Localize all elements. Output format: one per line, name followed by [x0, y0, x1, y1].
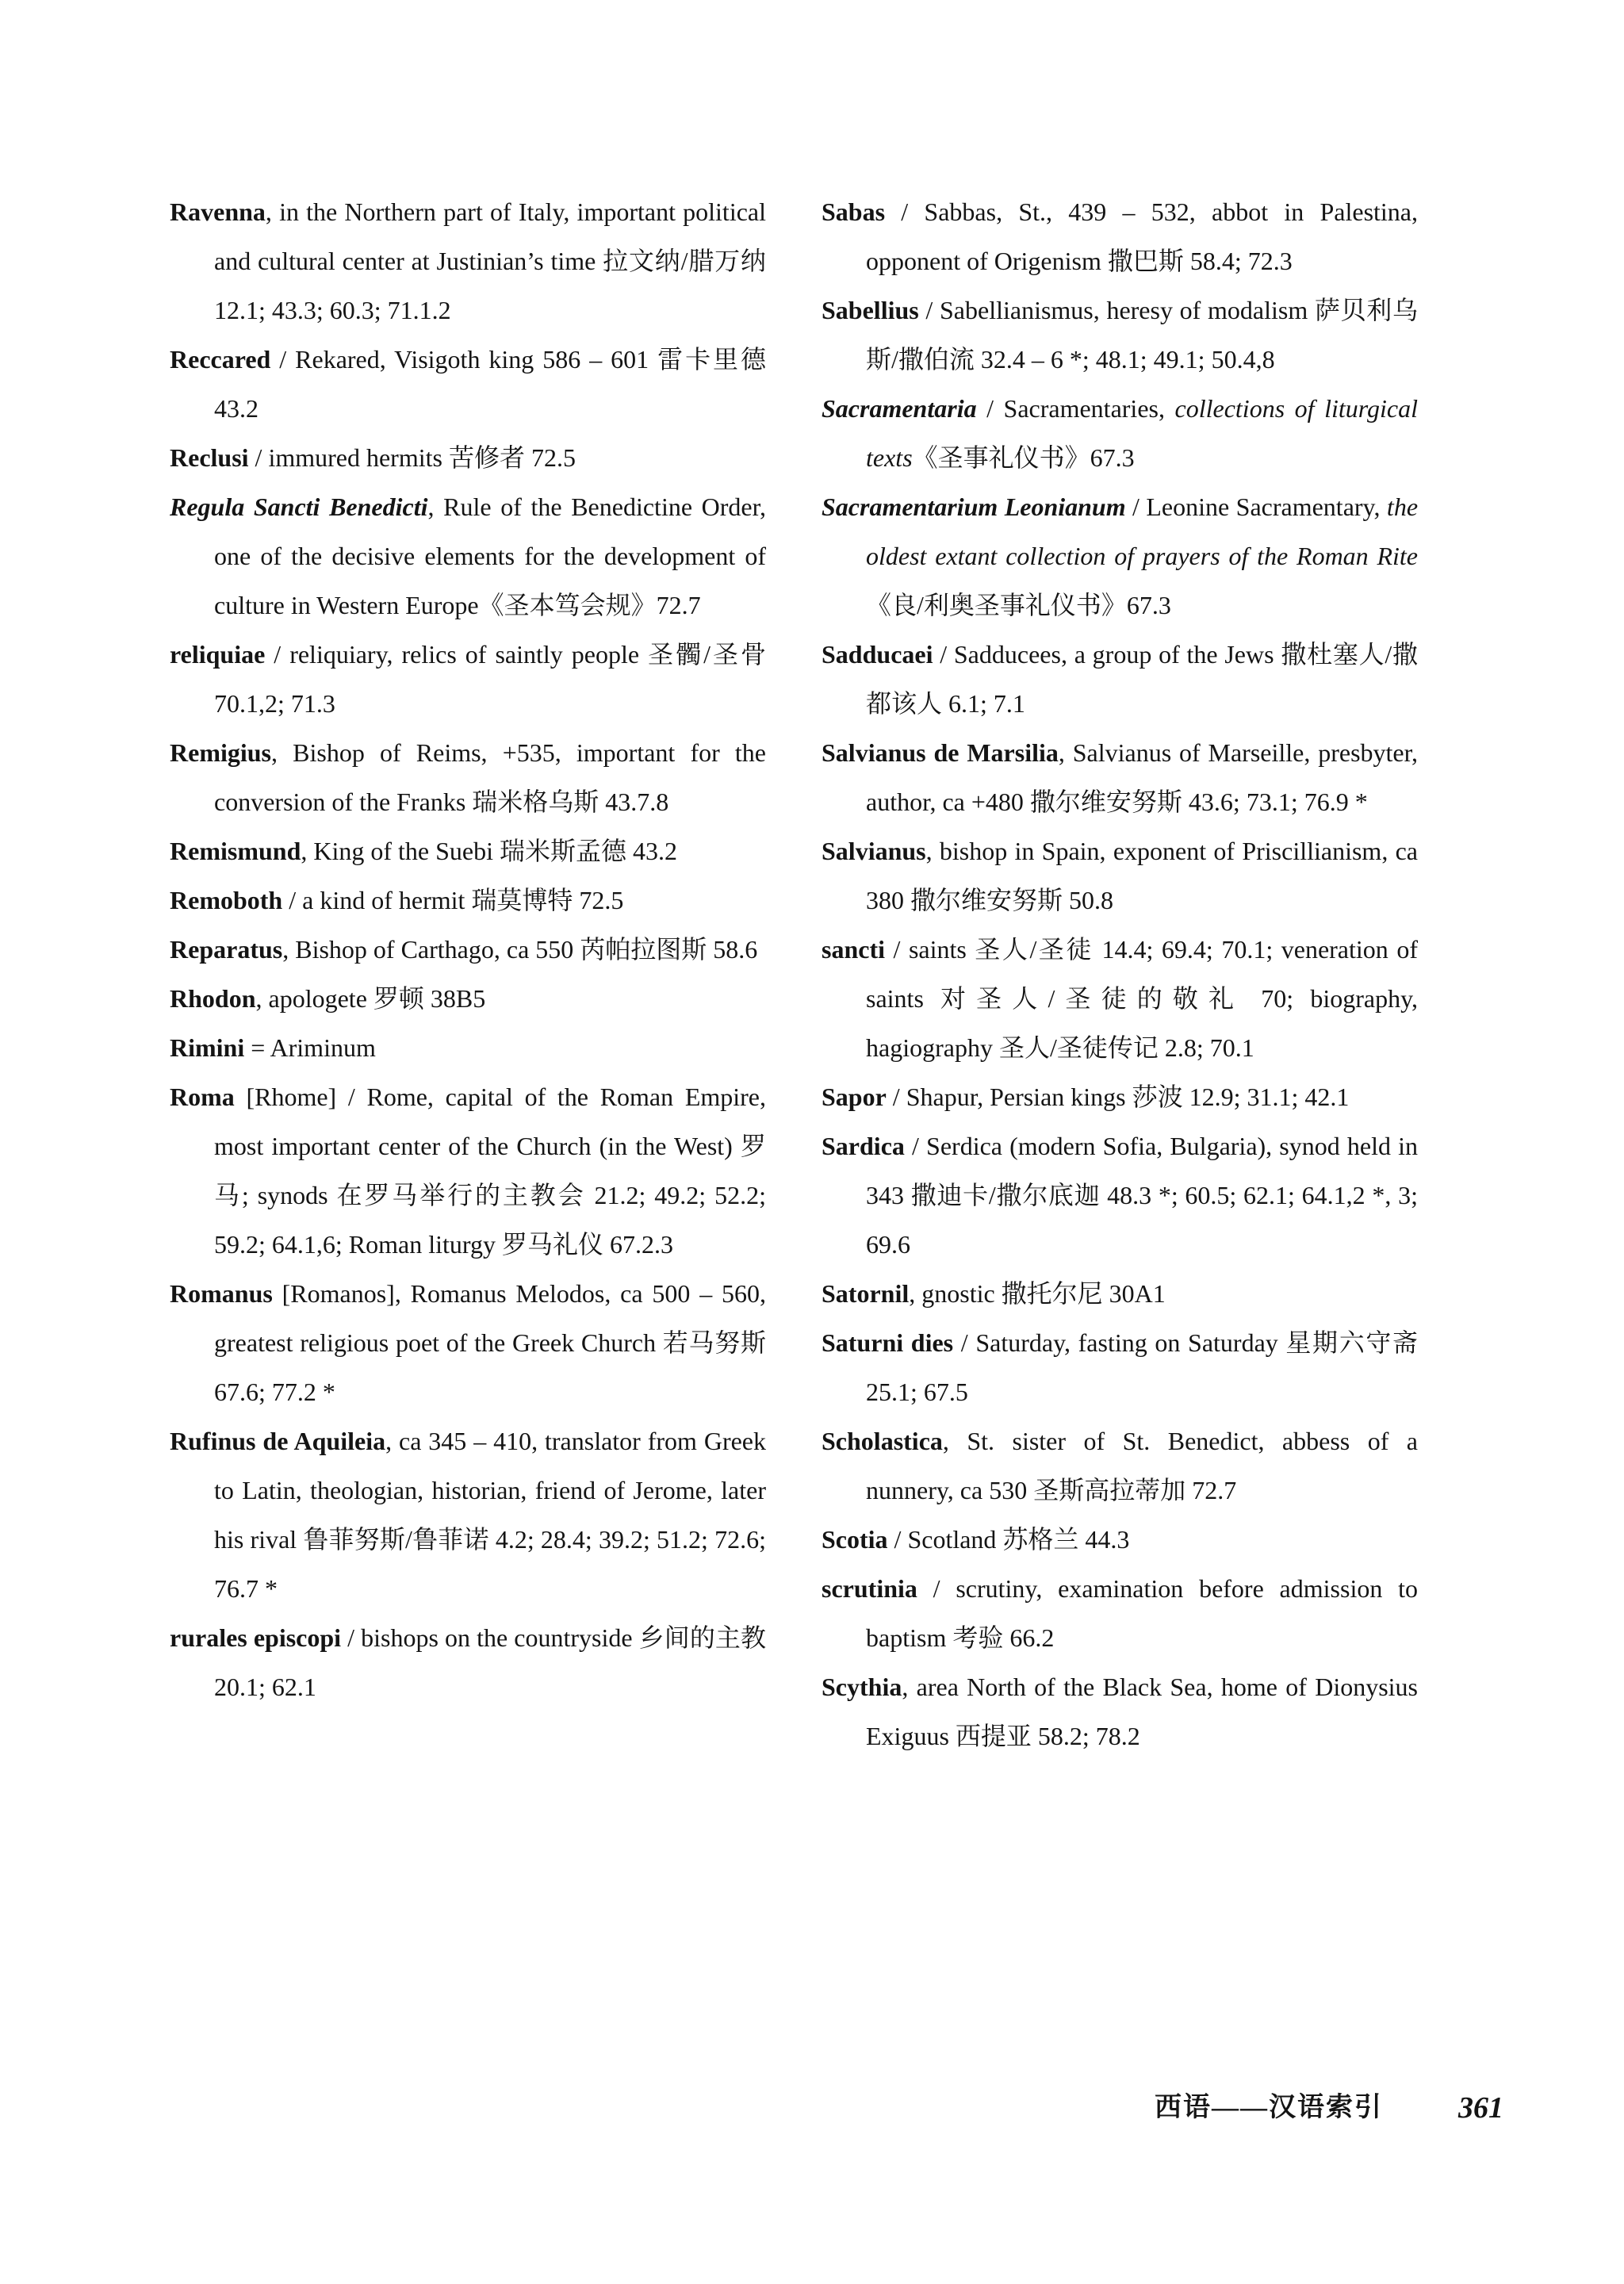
entry-text: / Shapur, Persian kings 莎波 12.9; 31.1; 42.1 [886, 1083, 1350, 1111]
index-entry-reparatus [170, 925, 766, 974]
entry-headword: Scotia [822, 1525, 888, 1554]
entry-headword: Scholastica [822, 1427, 943, 1455]
index-entry-scotia [822, 1515, 1418, 1564]
entry-headword: Sacramentarium Leonianum [822, 492, 1126, 521]
index-entry-scholastica [822, 1416, 1418, 1515]
entry-text: / Serdica (modern Sofia, Bulgaria), synod held in 343 撒迪卡/撒尔底迦 48.3 *; 60.5; 62.1; 64.1,2 *, 3; 69.6 [866, 1132, 1418, 1259]
entry-text-tail: 《圣事礼仪书》67.3 [912, 443, 1135, 472]
index-entry-sapor [822, 1072, 1418, 1121]
entry-italic-gloss: the oldest extant collection of prayers of the Roman Rite [866, 492, 1419, 570]
entry-headword: Sardica [822, 1132, 905, 1160]
index-entry-roma [170, 1072, 766, 1269]
index-entry-sancti [822, 925, 1418, 1072]
entry-text: , King of the Suebi 瑞米斯孟德 43.2 [301, 837, 678, 865]
index-entry-rufinus [170, 1416, 766, 1613]
page-footer [1155, 2084, 1503, 2132]
entry-text: / immured hermits 苦修者 72.5 [248, 443, 576, 472]
entry-headword: Sabas [822, 197, 886, 226]
running-footer-label: 西语——汉语索引 [1155, 2093, 1383, 2122]
entry-headword: Remoboth [170, 886, 283, 914]
entry-text: , Salvianus of Marseille, presbyter, author, ca +480 撒尔维安努斯 43.6; 73.1; 76.9 * [866, 738, 1419, 816]
entry-text: / a kind of hermit 瑞莫博特 72.5 [282, 886, 624, 914]
index-entry-reccared [170, 335, 766, 433]
index-entry-salvianus-de-marsilia [822, 728, 1418, 826]
entry-text-tail: 《良/利奥圣事礼仪书》67.3 [866, 591, 1171, 619]
index-entry-romanus [170, 1269, 766, 1416]
entry-text: , apologete 罗顿 38B5 [255, 984, 486, 1013]
entry-headword: Scythia [822, 1673, 902, 1701]
entry-text: , in the Northern part of Italy, important political and cultural center at Justinian’s time 拉文纳/腊万纳 12.1; 43.3; 60.3; 71.1.2 [214, 197, 766, 324]
index-entry-sacramentaria [822, 384, 1418, 482]
entry-text: / Scotland 苏格兰 44.3 [887, 1525, 1130, 1554]
entry-headword: Sacramentaria [822, 394, 977, 423]
left-column [170, 187, 766, 1711]
entry-headword: Salvianus [822, 837, 926, 865]
index-entry-sabellius [822, 286, 1418, 384]
index-entry-sacramentarium-leonianum [822, 482, 1418, 630]
entry-headword: Remigius [170, 738, 271, 767]
entry-text: / Sabbas, St., 439 – 532, abbot in Palestina, opponent of Origenism 撒巴斯 58.4; 72.3 [866, 197, 1418, 275]
entry-headword: Rufinus de Aquileia [170, 1427, 386, 1455]
entry-headword: rurales episcopi [170, 1623, 342, 1652]
entry-headword: Remismund [170, 837, 301, 865]
entry-headword: Reclusi [170, 443, 249, 472]
index-entry-regula-sancti-benedicti [170, 482, 766, 630]
index-entry-sadducaei [822, 630, 1418, 728]
index-entry-ravenna [170, 187, 766, 335]
index-entry-salvianus [822, 826, 1418, 925]
entry-text: / Saturday, fasting on Saturday 星期六守斋 25.1; 67.5 [866, 1328, 1418, 1406]
index-entry-saturni-dies [822, 1318, 1418, 1416]
entry-text: / Sadducees, a group of the Jews 撒杜塞人/撒都该人 6.1; 7.1 [866, 640, 1418, 718]
entry-text: / scrutiny, examination before admission to baptism 考验 66.2 [866, 1574, 1418, 1652]
entry-headword: Sadducaei [822, 640, 933, 669]
entry-text: / Sacramentaries, [976, 394, 1175, 423]
index-entry-rhodon [170, 974, 766, 1023]
entry-text: , Bishop of Reims, +535, important for the conversion of the Franks 瑞米格乌斯 43.7.8 [214, 738, 766, 816]
entry-headword: Romanus [170, 1279, 273, 1308]
entry-text: / Sabellianismus, heresy of modalism 萨贝利乌斯/撒伯流 32.4 – 6 *; 48.1; 49.1; 50.4,8 [866, 296, 1418, 374]
entry-text: , Bishop of Carthago, ca 550 芮帕拉图斯 58.6 [282, 935, 758, 964]
entry-text: / saints 圣人/圣徒 14.4; 69.4; 70.1; veneration of saints 对圣人/圣徒的敬礼 70; biography, hagiography 圣人/圣徒传记 2.8; 70.1 [866, 935, 1418, 1062]
entry-text: , gnostic 撒托尔尼 30A1 [909, 1279, 1166, 1308]
entry-headword: Satornil [822, 1279, 910, 1308]
entry-headword: Rimini [170, 1033, 245, 1062]
entry-headword: Roma [170, 1083, 235, 1111]
index-entry-reclusi [170, 433, 766, 482]
entry-headword: Ravenna [170, 197, 266, 226]
entry-text: [Rhome] / Rome, capital of the Roman Empire, most important center of the Church (in the West) 罗马; synods 在罗马举行的主教会 21.2; 49.2; 52.2; 59.2; 64.1,6; Roman liturgy 罗马礼仪 67.2.3 [214, 1083, 766, 1259]
page-number: 361 [1458, 2091, 1503, 2125]
index-entry-satornil [822, 1269, 1418, 1318]
index-entry-sabas [822, 187, 1418, 286]
entry-headword: Regula Sancti Benedicti [170, 492, 428, 521]
entry-headword: Sapor [822, 1083, 887, 1111]
entry-text: , bishop in Spain, exponent of Priscillianism, ca 380 撒尔维安努斯 50.8 [866, 837, 1418, 914]
entry-text: , ca 345 – 410, translator from Greek to Latin, theologian, historian, friend of Jerome, later his rival 鲁菲努斯/鲁菲诺 4.2; 28.4; 39.2; 51.2; 72.6; 76.7 * [214, 1427, 767, 1603]
entry-headword: sancti [822, 935, 885, 964]
index-entry-remigius [170, 728, 766, 826]
entry-headword: reliquiae [170, 640, 266, 669]
index-entry-rimini [170, 1023, 766, 1072]
entry-headword: scrutinia [822, 1574, 917, 1603]
index-entry-reliquiae [170, 630, 766, 728]
entry-text: / Leonine Sacramentary, [1125, 492, 1387, 521]
entry-text: , St. sister of St. Benedict, abbess of a nunnery, ca 530 圣斯高拉蒂加 72.7 [866, 1427, 1418, 1504]
entry-text: / Rekared, Visigoth king 586 – 601 雷卡里德 43.2 [214, 345, 766, 423]
entry-italic-gloss: collections of liturgical texts [866, 394, 1419, 472]
entry-text: , area North of the Black Sea, home of Dionysius Exiguus 西提亚 58.2; 78.2 [866, 1673, 1418, 1750]
entry-headword: Reccared [170, 345, 271, 374]
entry-text: / reliquiary, relics of saintly people 圣髑/圣骨 70.1,2; 71.3 [214, 640, 766, 718]
right-column [822, 187, 1418, 1761]
index-entry-scrutinia [822, 1564, 1418, 1662]
entry-headword: Reparatus [170, 935, 283, 964]
entry-text: / bishops on the countryside 乡间的主教 20.1; 62.1 [214, 1623, 766, 1701]
entry-headword: Saturni dies [822, 1328, 954, 1357]
entry-text: , Rule of the Benedictine Order, one of the decisive elements for the development of culture in Western Europe《圣本笃会规》72.7 [214, 492, 767, 619]
index-entry-rurales-episcopi [170, 1613, 766, 1711]
index-entry-remismund [170, 826, 766, 876]
entry-text: = Ariminum [244, 1033, 376, 1062]
index-entry-remoboth [170, 876, 766, 925]
entry-headword: Rhodon [170, 984, 256, 1013]
entry-headword: Salvianus de Marsilia [822, 738, 1059, 767]
entry-text: [Romanos], Romanus Melodos, ca 500 – 560, greatest religious poet of the Greek Church 若马努斯 67.6; 77.2 * [214, 1279, 766, 1406]
entry-headword: Sabellius [822, 296, 919, 324]
index-entry-sardica [822, 1121, 1418, 1269]
index-entry-scythia [822, 1662, 1418, 1761]
